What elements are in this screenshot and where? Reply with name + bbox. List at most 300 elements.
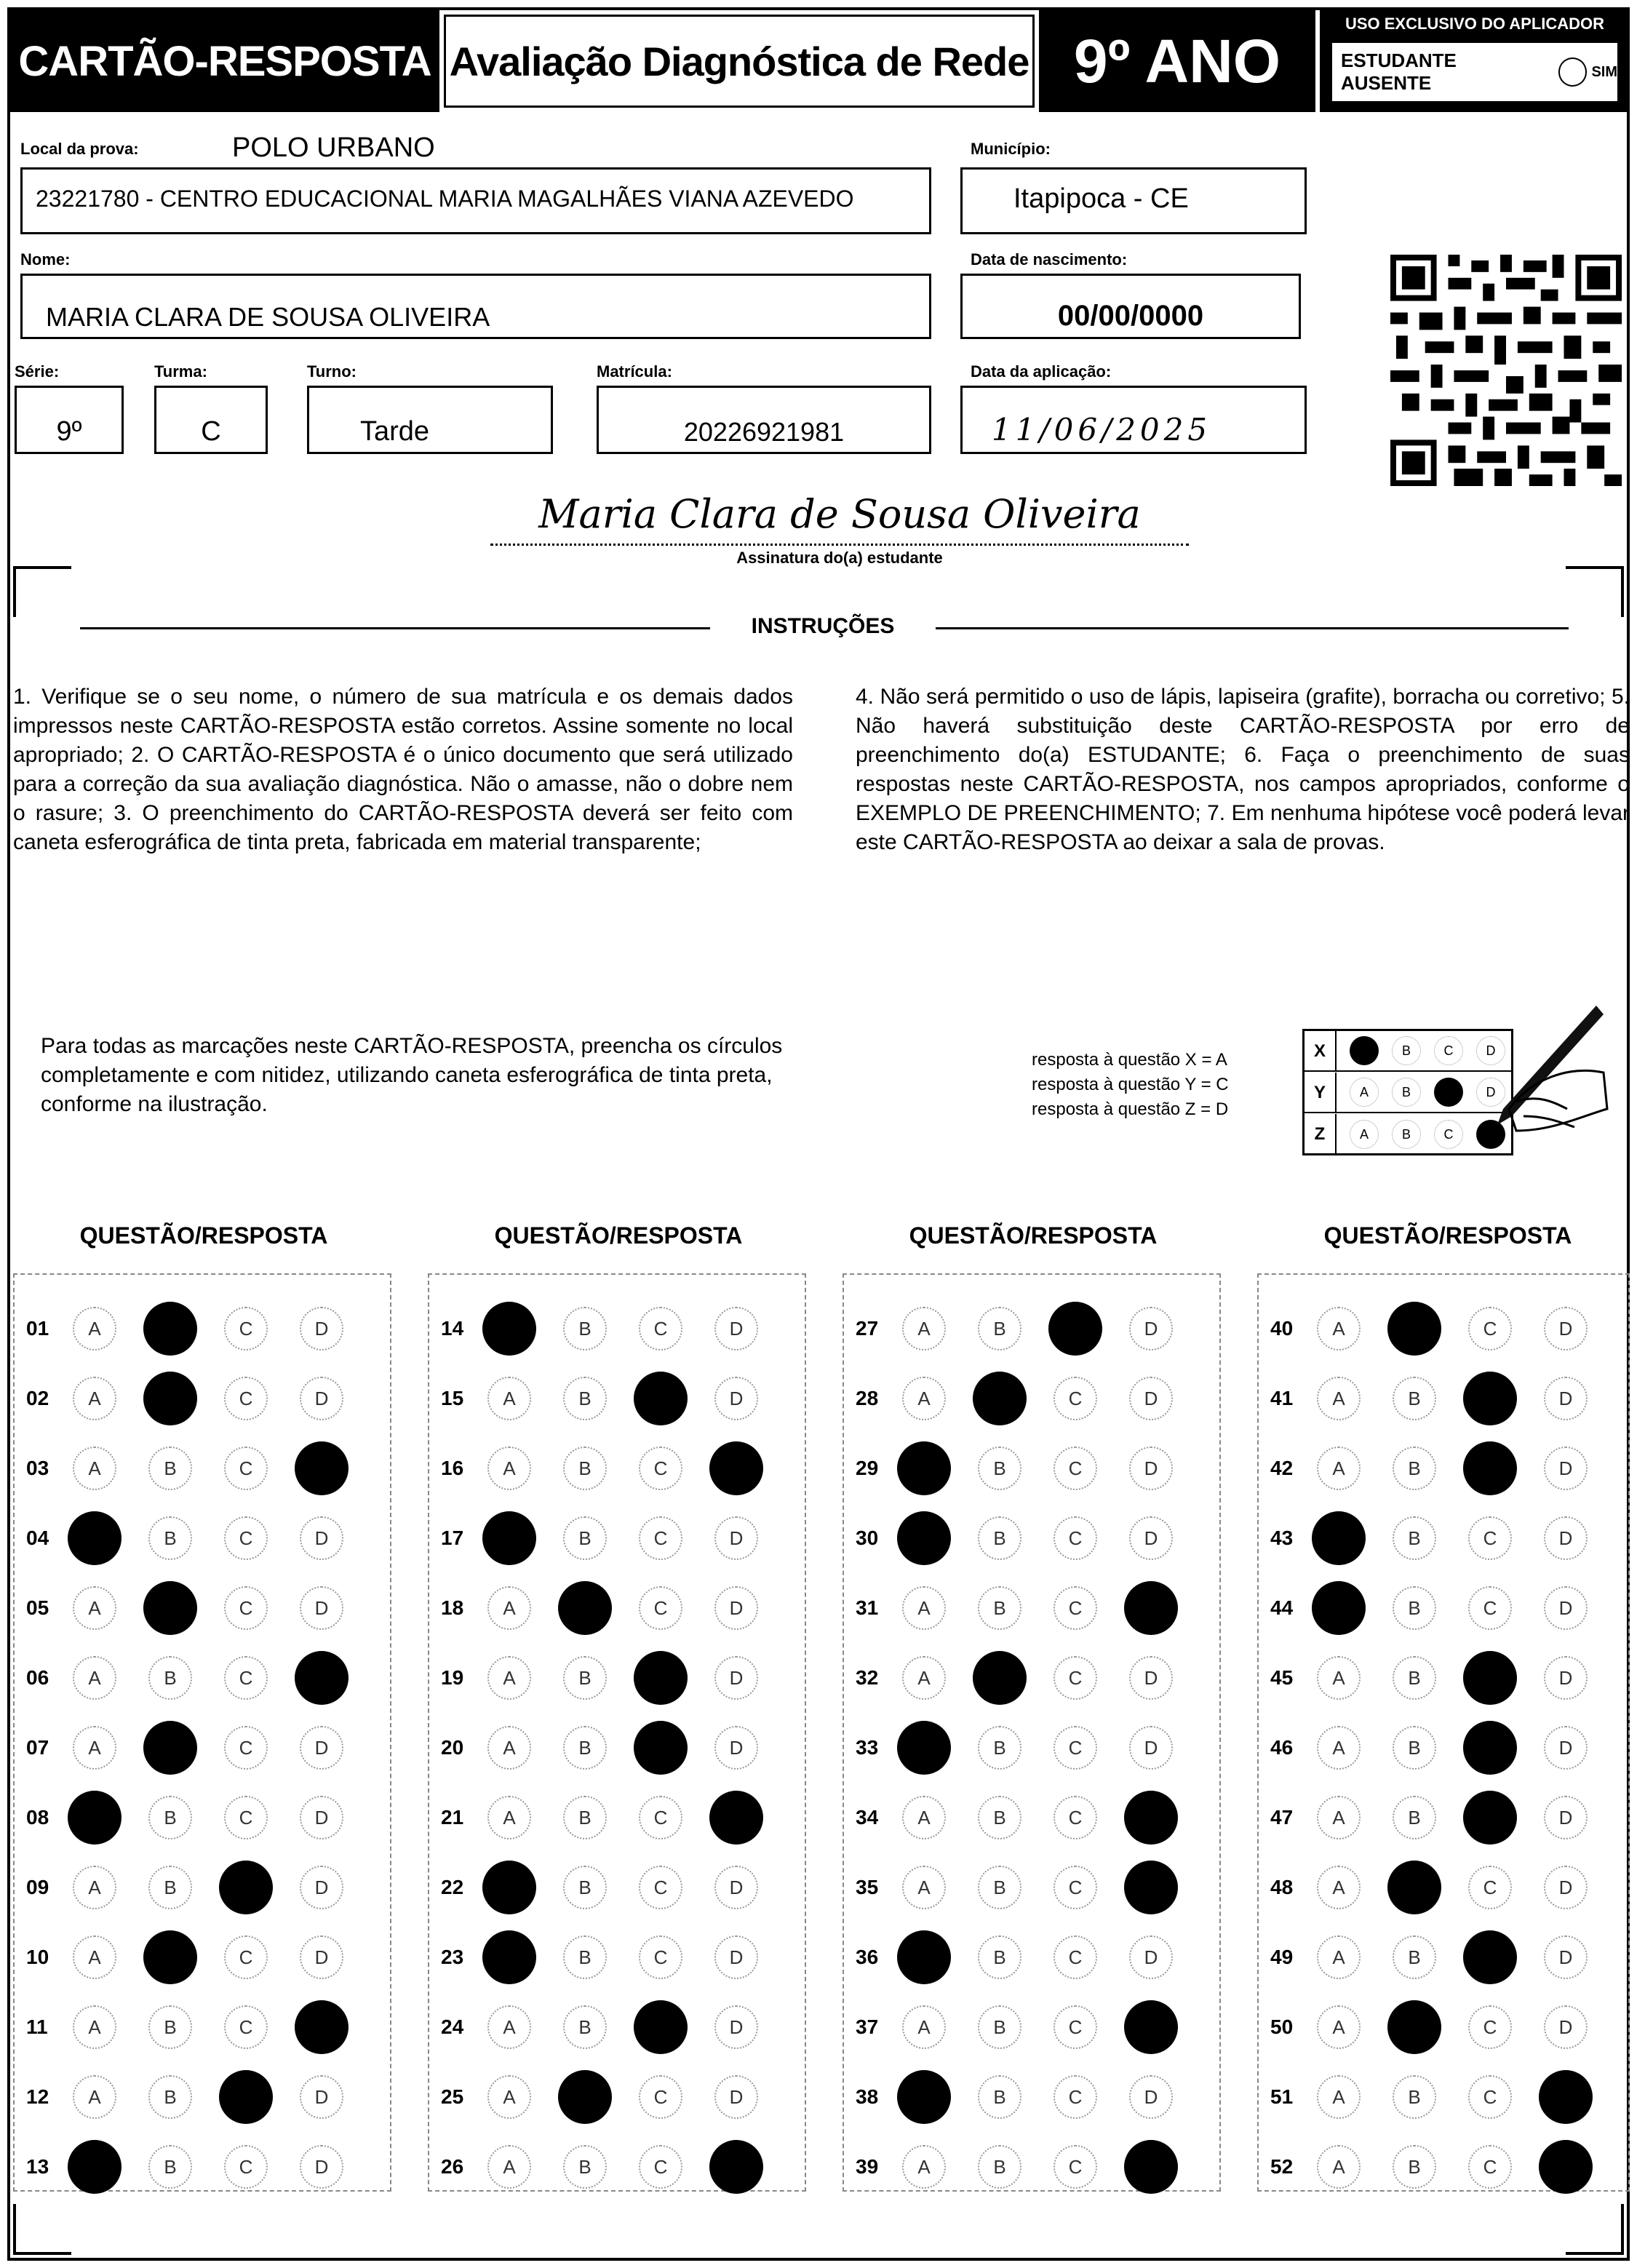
corner-bottom-left (13, 2204, 71, 2255)
option-bubble-b[interactable]: B (148, 1516, 192, 1560)
option-bubble-a[interactable]: A (487, 1796, 531, 1839)
option-bubble-a[interactable]: A (1317, 2145, 1361, 2189)
option-bubble-c[interactable]: C (639, 1935, 682, 1979)
option-bubble-d[interactable]: D (714, 1656, 758, 1700)
option-bubble-b[interactable]: B (978, 2005, 1021, 2049)
option-bubble-a[interactable]: A (73, 1656, 116, 1700)
option-bubble-a[interactable]: A (73, 1307, 116, 1350)
option-bubble-a[interactable]: A (1317, 1935, 1361, 1979)
option-bubble-c-filled[interactable] (1463, 1651, 1517, 1705)
example-question: X (1305, 1031, 1337, 1070)
option-bubble-b-filled[interactable] (143, 1372, 197, 1425)
option-bubble-b[interactable]: B (978, 1586, 1021, 1630)
option-bubble-c[interactable]: C (224, 1307, 268, 1350)
question-number: 51 (1270, 2085, 1294, 2108)
option-bubble-a[interactable]: A (73, 1726, 116, 1770)
option-bubble-c-filled[interactable] (1463, 1372, 1517, 1425)
turma-label: Turma: (154, 362, 207, 381)
option-bubble-b[interactable]: B (1393, 2145, 1436, 2189)
option-bubble-b[interactable]: B (1393, 1377, 1436, 1420)
option-bubble-b[interactable]: B (1393, 1796, 1436, 1839)
answer-row (15, 1433, 390, 1503)
option-bubble-b[interactable]: B (148, 1447, 192, 1490)
option-bubble-c[interactable]: C (224, 1726, 268, 1770)
option-bubble-a[interactable]: A (902, 2145, 946, 2189)
option-bubble-c[interactable]: C (639, 1796, 682, 1839)
option-bubble-d[interactable]: D (1544, 1656, 1588, 1700)
option-bubble-b[interactable]: B (148, 1866, 192, 1909)
answer-row (429, 2132, 805, 2202)
qr-code-icon (1390, 255, 1622, 486)
option-bubble-c-filled[interactable] (634, 1651, 688, 1705)
option-bubble-d[interactable]: D (714, 1866, 758, 1909)
option-bubble-a[interactable]: A (1317, 1307, 1361, 1350)
option-bubble-d-filled[interactable] (295, 1651, 348, 1705)
option-bubble-d[interactable]: D (1544, 1866, 1588, 1909)
answer-row (844, 1643, 1219, 1713)
answer-row (15, 1503, 390, 1573)
option-bubble-b[interactable]: B (563, 2005, 607, 2049)
option-bubble-d[interactable]: D (1129, 1656, 1173, 1700)
option-bubble-b-filled[interactable] (1387, 2000, 1441, 2054)
option-bubble-d[interactable]: D (300, 1866, 343, 1909)
question-number: 26 (441, 2155, 464, 2178)
answer-row (1259, 1503, 1628, 1573)
option-bubble-c[interactable]: C (224, 1796, 268, 1839)
option-bubble-d[interactable]: D (1544, 1586, 1588, 1630)
answer-row (1259, 1783, 1628, 1853)
option-bubble-d-filled[interactable] (709, 2140, 763, 2194)
option-bubble-a[interactable]: A (73, 1447, 116, 1490)
option-bubble-b[interactable]: B (148, 2145, 192, 2189)
option-bubble-d[interactable]: D (300, 1796, 343, 1839)
option-bubble-d[interactable]: D (1129, 2075, 1173, 2119)
option-bubble-c[interactable]: C (1054, 2075, 1097, 2119)
option-bubble-b[interactable]: B (978, 1726, 1021, 1770)
option-bubble-d[interactable]: D (1129, 1307, 1173, 1350)
option-bubble-a-filled[interactable] (897, 1511, 951, 1565)
corner-bottom-right (1566, 2204, 1624, 2255)
option-bubble-d[interactable]: D (1129, 1377, 1173, 1420)
option-bubble-d[interactable]: D (714, 1307, 758, 1350)
question-number: 20 (441, 1736, 464, 1759)
matricula-value: 20226921981 (683, 417, 845, 447)
option-bubble-c-filled[interactable] (1463, 1930, 1517, 1984)
option-bubble-c[interactable]: C (639, 1866, 682, 1909)
option-bubble-d-filled[interactable] (1539, 2070, 1593, 2124)
answer-row (15, 1364, 390, 1433)
example-bubble-a: A (1350, 1120, 1379, 1149)
answer-row (844, 1364, 1219, 1433)
option-bubble-b-filled[interactable] (143, 1302, 197, 1356)
answer-row (844, 1573, 1219, 1643)
option-bubble-c[interactable]: C (1468, 1516, 1512, 1560)
option-bubble-a[interactable]: A (487, 2145, 531, 2189)
exam-title: Avaliação Diagnóstica de Rede (444, 15, 1035, 108)
answer-row (1259, 1294, 1628, 1364)
option-bubble-b[interactable]: B (978, 2075, 1021, 2119)
option-bubble-b[interactable]: B (148, 1656, 192, 1700)
grade-year: 9º ANO (1039, 10, 1315, 112)
example-question: Y (1305, 1073, 1337, 1112)
answer-column-2 (428, 1273, 806, 2192)
option-bubble-a-filled[interactable] (68, 1791, 122, 1845)
option-bubble-a-filled[interactable] (897, 1441, 951, 1495)
option-bubble-b-filled[interactable] (1387, 1861, 1441, 1914)
option-bubble-c[interactable]: C (224, 1377, 268, 1420)
option-bubble-b[interactable]: B (148, 2075, 192, 2119)
option-bubble-b[interactable]: B (563, 1516, 607, 1560)
corner-top-left (13, 566, 71, 617)
option-bubble-a[interactable]: A (902, 1586, 946, 1630)
option-bubble-a-filled[interactable] (1312, 1511, 1366, 1565)
local-value: POLO URBANO (232, 132, 435, 163)
question-number: 07 (26, 1736, 49, 1759)
answer-row (844, 1503, 1219, 1573)
option-bubble-a-filled[interactable] (482, 1302, 536, 1356)
serie-value: 9º (56, 416, 82, 447)
option-bubble-d[interactable]: D (1544, 1935, 1588, 1979)
municipio-field (960, 167, 1307, 234)
option-bubble-c[interactable]: C (1468, 2075, 1512, 2119)
option-bubble-c[interactable]: C (1054, 1866, 1097, 1909)
option-bubble-a[interactable]: A (1317, 2075, 1361, 2119)
option-bubble-b-filled[interactable] (1387, 1302, 1441, 1356)
question-number: 09 (26, 1876, 49, 1898)
answer-row (844, 1294, 1219, 1364)
option-bubble-c-filled[interactable] (1463, 1441, 1517, 1495)
option-bubble-b[interactable]: B (978, 1866, 1021, 1909)
school-field (20, 167, 931, 234)
answer-row (844, 1433, 1219, 1503)
option-bubble-d[interactable]: D (714, 1586, 758, 1630)
option-bubble-d-filled[interactable] (709, 1441, 763, 1495)
question-number: 13 (26, 2155, 49, 2178)
option-bubble-a[interactable]: A (73, 1866, 116, 1909)
answer-row (429, 1643, 805, 1713)
answer-row (844, 1853, 1219, 1922)
option-bubble-c[interactable]: C (1468, 1866, 1512, 1909)
option-bubble-d-filled[interactable] (1124, 2140, 1178, 2194)
option-bubble-b[interactable]: B (563, 1726, 607, 1770)
answer-row (1259, 2062, 1628, 2132)
option-bubble-b[interactable]: B (978, 1307, 1021, 1350)
option-bubble-c-filled[interactable] (1048, 1302, 1102, 1356)
option-bubble-b[interactable]: B (978, 1516, 1021, 1560)
option-bubble-d[interactable]: D (300, 1935, 343, 1979)
option-bubble-c-filled[interactable] (634, 1721, 688, 1775)
question-number: 15 (441, 1387, 464, 1409)
example-bubble-a (1350, 1036, 1379, 1065)
option-bubble-c[interactable]: C (1054, 1796, 1097, 1839)
option-bubble-c-filled[interactable] (634, 2000, 688, 2054)
option-bubble-d-filled[interactable] (1124, 1791, 1178, 1845)
option-bubble-c[interactable]: C (1054, 1656, 1097, 1700)
option-bubble-a-filled[interactable] (897, 1930, 951, 1984)
absent-bubble[interactable] (1558, 57, 1588, 87)
nascimento-value: 00/00/0000 (1057, 300, 1204, 332)
option-bubble-b[interactable]: B (563, 1307, 607, 1350)
question-number: 27 (856, 1317, 879, 1340)
option-bubble-a[interactable]: A (487, 1447, 531, 1490)
option-bubble-b[interactable]: B (1393, 1656, 1436, 1700)
option-bubble-a-filled[interactable] (1312, 1581, 1366, 1635)
option-bubble-b-filled[interactable] (143, 1581, 197, 1635)
option-bubble-b[interactable]: B (563, 2145, 607, 2189)
option-bubble-c[interactable]: C (1054, 1935, 1097, 1979)
answer-row (429, 1853, 805, 1922)
question-number: 22 (441, 1876, 464, 1898)
option-bubble-c[interactable]: C (1054, 1516, 1097, 1560)
option-bubble-d[interactable]: D (300, 1726, 343, 1770)
answers-header-4: QUESTÃO/RESPOSTA (1323, 1222, 1572, 1249)
option-bubble-a[interactable]: A (487, 1726, 531, 1770)
option-bubble-b-filled[interactable] (973, 1372, 1027, 1425)
instructions-title: INSTRUÇÕES (751, 614, 895, 638)
option-bubble-c[interactable]: C (639, 1516, 682, 1560)
option-bubble-a[interactable]: A (902, 1656, 946, 1700)
example-bubble-c: C (1434, 1036, 1463, 1065)
option-bubble-b[interactable]: B (563, 1866, 607, 1909)
nascimento-label: Data de nascimento: (971, 250, 1128, 268)
option-bubble-b[interactable]: B (1393, 1726, 1436, 1770)
option-bubble-b[interactable]: B (1393, 1586, 1436, 1630)
option-bubble-a[interactable]: A (902, 1377, 946, 1420)
option-bubble-c[interactable]: C (224, 2145, 268, 2189)
instructions-right: 4. Não será permitido o uso de lápis, lapiseira (grafite), borracha ou corretivo; 5. Não haverá substituição deste CARTÃO-RESPOSTA por erro de preenchimento do(a) ESTUDANTE; 6. Faça o preenchimento de suas respostas neste CARTÃO-RESPOSTA, nos campos apropriados, conforme o EXEMPLO DE PREENCHIMENTO; 7. Em nenhuma hipótese você poderá levar este CARTÃO-RESPOSTA ao deixar a sala de provas. (856, 685, 1630, 854)
option-bubble-d[interactable]: D (300, 2075, 343, 2119)
option-bubble-c[interactable]: C (1468, 2145, 1512, 2189)
question-number: 25 (441, 2085, 464, 2108)
option-bubble-a[interactable]: A (487, 2075, 531, 2119)
turno-value: Tarde (360, 416, 430, 447)
option-bubble-c[interactable]: C (639, 1447, 682, 1490)
question-number: 31 (856, 1596, 879, 1619)
option-bubble-d[interactable]: D (1129, 1516, 1173, 1560)
option-bubble-a[interactable]: A (1317, 1866, 1361, 1909)
option-bubble-b-filled[interactable] (973, 1651, 1027, 1705)
aplicacao-field (960, 386, 1307, 454)
option-bubble-a[interactable]: A (73, 2075, 116, 2119)
answer-column-1 (13, 1273, 391, 2192)
option-bubble-b-filled[interactable] (143, 1930, 197, 1984)
option-bubble-a[interactable]: A (487, 1377, 531, 1420)
option-bubble-c[interactable]: C (1054, 1586, 1097, 1630)
option-bubble-a[interactable]: A (1317, 1656, 1361, 1700)
option-bubble-b[interactable]: B (978, 2145, 1021, 2189)
option-bubble-b-filled[interactable] (558, 1581, 612, 1635)
question-number: 38 (856, 2085, 879, 2108)
option-bubble-a-filled[interactable] (482, 1511, 536, 1565)
option-bubble-c[interactable]: C (224, 1656, 268, 1700)
option-bubble-a[interactable]: A (1317, 1796, 1361, 1839)
option-bubble-c[interactable]: C (639, 1307, 682, 1350)
answer-row (15, 1922, 390, 1992)
option-bubble-c[interactable]: C (1054, 1447, 1097, 1490)
option-bubble-d-filled[interactable] (295, 2000, 348, 2054)
option-bubble-a[interactable]: A (73, 2005, 116, 2049)
option-bubble-c-filled[interactable] (1463, 1721, 1517, 1775)
option-bubble-d[interactable]: D (300, 2145, 343, 2189)
option-bubble-d[interactable]: D (1129, 1726, 1173, 1770)
option-bubble-d[interactable]: D (714, 1726, 758, 1770)
question-number: 21 (441, 1806, 464, 1829)
option-bubble-a[interactable]: A (1317, 2005, 1361, 2049)
option-bubble-b[interactable]: B (563, 1656, 607, 1700)
option-bubble-a-filled[interactable] (482, 1861, 536, 1914)
answer-row (15, 1294, 390, 1364)
option-bubble-c-filled[interactable] (634, 1372, 688, 1425)
option-bubble-c[interactable]: C (224, 1516, 268, 1560)
option-bubble-c[interactable]: C (224, 1447, 268, 1490)
answers-header-2: QUESTÃO/RESPOSTA (494, 1222, 743, 1249)
example-bubble-b: B (1392, 1036, 1421, 1065)
option-bubble-d[interactable]: D (300, 1586, 343, 1630)
option-bubble-b[interactable]: B (563, 1377, 607, 1420)
question-number: 28 (856, 1387, 879, 1409)
option-bubble-a[interactable]: A (487, 1586, 531, 1630)
option-bubble-b[interactable]: B (563, 1935, 607, 1979)
question-number: 14 (441, 1317, 464, 1340)
option-bubble-d[interactable]: D (1129, 1935, 1173, 1979)
answer-row (1259, 1433, 1628, 1503)
option-bubble-b-filled[interactable] (143, 1721, 197, 1775)
option-bubble-b[interactable]: B (563, 1796, 607, 1839)
option-bubble-a[interactable]: A (1317, 1726, 1361, 1770)
option-bubble-c[interactable]: C (1054, 1377, 1097, 1420)
answers-header-1: QUESTÃO/RESPOSTA (79, 1222, 328, 1249)
answer-row (1259, 1713, 1628, 1783)
turno-label: Turno: (307, 362, 357, 381)
question-number: 34 (856, 1806, 879, 1829)
option-bubble-c[interactable]: C (1054, 2005, 1097, 2049)
answer-row (15, 1713, 390, 1783)
option-bubble-d[interactable]: D (714, 2075, 758, 2119)
option-bubble-a-filled[interactable] (897, 1721, 951, 1775)
option-bubble-a[interactable]: A (487, 2005, 531, 2049)
question-number: 42 (1270, 1457, 1294, 1479)
answer-row (429, 1992, 805, 2062)
question-number: 30 (856, 1527, 879, 1549)
option-bubble-b[interactable]: B (978, 1935, 1021, 1979)
option-bubble-b[interactable]: B (563, 1447, 607, 1490)
option-bubble-c[interactable]: C (1468, 1586, 1512, 1630)
option-bubble-a[interactable]: A (487, 1656, 531, 1700)
option-bubble-a[interactable]: A (902, 1866, 946, 1909)
option-bubble-d-filled[interactable] (709, 1791, 763, 1845)
option-bubble-a[interactable]: A (902, 1796, 946, 1839)
answer-row (429, 1433, 805, 1503)
answer-row (429, 1294, 805, 1364)
option-bubble-c[interactable]: C (639, 2145, 682, 2189)
option-bubble-c[interactable]: C (224, 2005, 268, 2049)
question-number: 12 (26, 2085, 49, 2108)
option-bubble-b[interactable]: B (148, 1796, 192, 1839)
question-number: 03 (26, 1457, 49, 1479)
corner-top-right (1566, 566, 1624, 617)
answer-row (1259, 2132, 1628, 2202)
option-bubble-c[interactable]: C (639, 2075, 682, 2119)
municipio-label: Município: (971, 140, 1051, 158)
option-bubble-a[interactable]: A (1317, 1447, 1361, 1490)
option-bubble-a[interactable]: A (902, 1307, 946, 1350)
option-bubble-a[interactable]: A (73, 1377, 116, 1420)
option-bubble-d[interactable]: D (1544, 1516, 1588, 1560)
option-bubble-d[interactable]: D (1129, 1447, 1173, 1490)
option-bubble-d-filled[interactable] (1124, 1861, 1178, 1914)
example-bubble-c: C (1434, 1120, 1463, 1149)
option-bubble-b[interactable]: B (1393, 1935, 1436, 1979)
option-bubble-d[interactable]: D (300, 1307, 343, 1350)
question-number: 29 (856, 1457, 879, 1479)
option-bubble-a-filled[interactable] (68, 1511, 122, 1565)
option-bubble-c[interactable]: C (1054, 2145, 1097, 2189)
option-bubble-a[interactable]: A (73, 1935, 116, 1979)
option-bubble-a-filled[interactable] (897, 2070, 951, 2124)
option-bubble-c[interactable]: C (1468, 1307, 1512, 1350)
option-bubble-d[interactable]: D (714, 1935, 758, 1979)
option-bubble-c[interactable]: C (224, 1586, 268, 1630)
option-bubble-c[interactable]: C (639, 1586, 682, 1630)
option-bubble-b[interactable]: B (978, 1796, 1021, 1839)
option-bubble-d[interactable]: D (714, 2005, 758, 2049)
option-bubble-d[interactable]: D (1544, 1307, 1588, 1350)
option-bubble-a-filled[interactable] (68, 2140, 122, 2194)
question-number: 39 (856, 2155, 879, 2178)
question-number: 46 (1270, 1736, 1294, 1759)
option-bubble-b[interactable]: B (978, 1447, 1021, 1490)
option-bubble-d[interactable]: D (714, 1516, 758, 1560)
option-bubble-d[interactable]: D (714, 1377, 758, 1420)
option-bubble-d[interactable]: D (300, 1516, 343, 1560)
option-bubble-a[interactable]: A (1317, 1377, 1361, 1420)
example-line-x: resposta à questão X = A (1032, 1050, 1227, 1070)
option-bubble-a[interactable]: A (73, 1586, 116, 1630)
option-bubble-b[interactable]: B (148, 2005, 192, 2049)
option-bubble-d[interactable]: D (1544, 1447, 1588, 1490)
option-bubble-c[interactable]: C (1054, 1726, 1097, 1770)
option-bubble-d[interactable]: D (1544, 2005, 1588, 2049)
option-bubble-d-filled[interactable] (1124, 2000, 1178, 2054)
option-bubble-b[interactable]: B (1393, 1447, 1436, 1490)
answer-row (429, 1922, 805, 1992)
question-number: 41 (1270, 1387, 1294, 1409)
option-bubble-c[interactable]: C (224, 1935, 268, 1979)
option-bubble-b-filled[interactable] (558, 2070, 612, 2124)
option-bubble-d-filled[interactable] (295, 1441, 348, 1495)
question-number: 01 (26, 1317, 49, 1340)
nascimento-field (960, 274, 1301, 339)
option-bubble-d[interactable]: D (1544, 1377, 1588, 1420)
option-bubble-d[interactable]: D (1544, 1726, 1588, 1770)
question-number: 36 (856, 1946, 879, 1968)
answer-row (1259, 1992, 1628, 2062)
option-bubble-c-filled[interactable] (219, 2070, 273, 2124)
answer-row (15, 2132, 390, 2202)
option-bubble-d-filled[interactable] (1539, 2140, 1593, 2194)
option-bubble-b[interactable]: B (1393, 2075, 1436, 2119)
option-bubble-c[interactable]: C (1468, 2005, 1512, 2049)
option-bubble-a[interactable]: A (902, 2005, 946, 2049)
question-number: 37 (856, 2016, 879, 2038)
option-bubble-b[interactable]: B (1393, 1516, 1436, 1560)
option-bubble-d[interactable]: D (1544, 1796, 1588, 1839)
option-bubble-a-filled[interactable] (482, 1930, 536, 1984)
option-bubble-c-filled[interactable] (1463, 1791, 1517, 1845)
option-bubble-c-filled[interactable] (219, 1861, 273, 1914)
option-bubble-d[interactable]: D (300, 1377, 343, 1420)
option-bubble-d-filled[interactable] (1124, 1581, 1178, 1635)
